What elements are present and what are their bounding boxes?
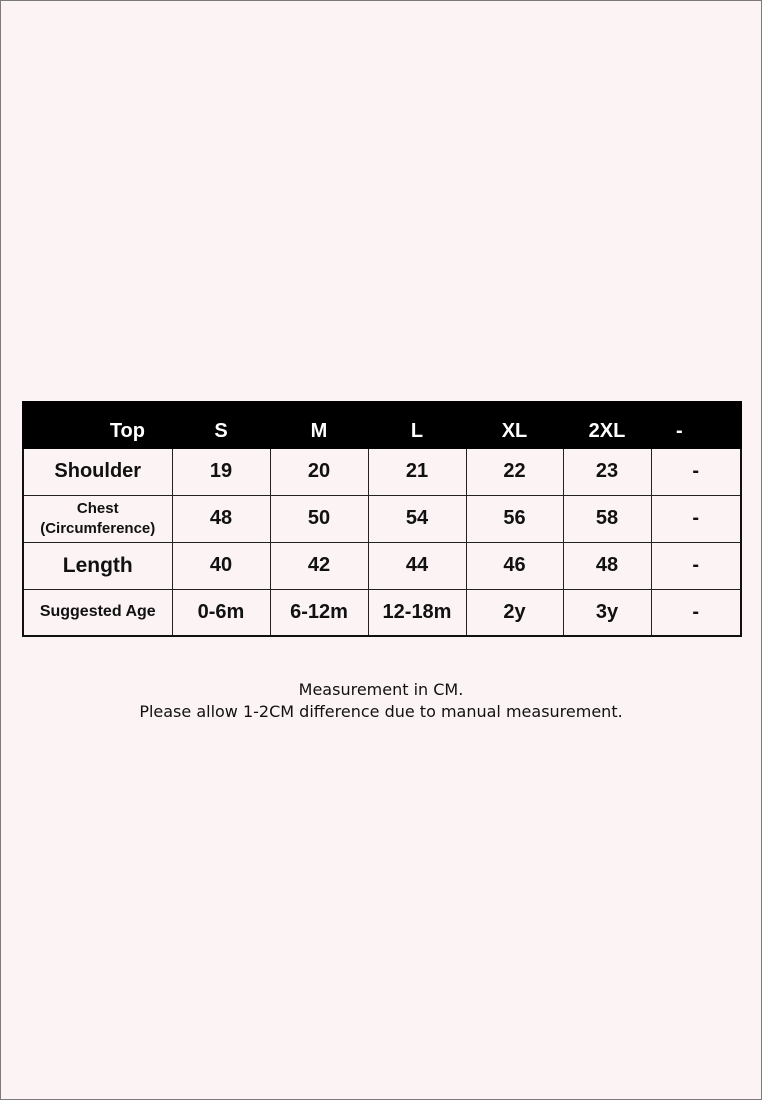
table-cell: 3y: [563, 589, 651, 636]
table-row-length: [23, 542, 741, 589]
header-size-l: L: [368, 402, 466, 448]
table-header-row: [23, 402, 741, 448]
table-cell: 19: [172, 448, 270, 495]
header-size-m: M: [270, 402, 368, 448]
row-label-shoulder: Shoulder: [23, 448, 172, 495]
table-cell: 56: [466, 495, 563, 542]
table-cell: 12-18m: [368, 589, 466, 636]
table-cell: 42: [270, 542, 368, 589]
measurement-unit-note: Measurement in CM.: [298, 680, 464, 699]
table-cell: 54: [368, 495, 466, 542]
table-cell: -: [651, 495, 741, 542]
table-row-shoulder: [23, 448, 741, 495]
table-cell: 2y: [466, 589, 563, 636]
table-cell: 20: [270, 448, 368, 495]
table-cell: 21: [368, 448, 466, 495]
row-label-chest: [23, 495, 172, 542]
row-label-length: Length: [23, 542, 172, 589]
table-cell: 6-12m: [270, 589, 368, 636]
row-label-chest-line1: Chest: [76, 499, 119, 517]
row-label-chest-line2: (Circumference): [40, 519, 156, 537]
header-size-2xl: 2XL: [563, 402, 651, 448]
header-top: Top: [23, 402, 172, 448]
table-cell: 22: [466, 448, 563, 495]
header-size-s: S: [172, 402, 270, 448]
measurement-tolerance-note: Please allow 1-2CM difference due to manual measurement.: [139, 702, 623, 721]
row-label-suggested-age: Suggested Age: [23, 589, 172, 636]
table-cell: 48: [172, 495, 270, 542]
size-chart-table: [22, 401, 742, 637]
table-cell: 23: [563, 448, 651, 495]
table-cell: 0-6m: [172, 589, 270, 636]
table-row-suggested-age: [23, 589, 741, 636]
table-row-chest: [23, 495, 741, 542]
table-cell: 46: [466, 542, 563, 589]
table-cell: 58: [563, 495, 651, 542]
table-cell: 44: [368, 542, 466, 589]
header-size-empty: -: [651, 402, 741, 448]
table-cell: 50: [270, 495, 368, 542]
header-size-xl: XL: [466, 402, 563, 448]
table-cell: -: [651, 448, 741, 495]
table-cell: 40: [172, 542, 270, 589]
table-cell: -: [651, 542, 741, 589]
table-cell: -: [651, 589, 741, 636]
table-cell: 48: [563, 542, 651, 589]
